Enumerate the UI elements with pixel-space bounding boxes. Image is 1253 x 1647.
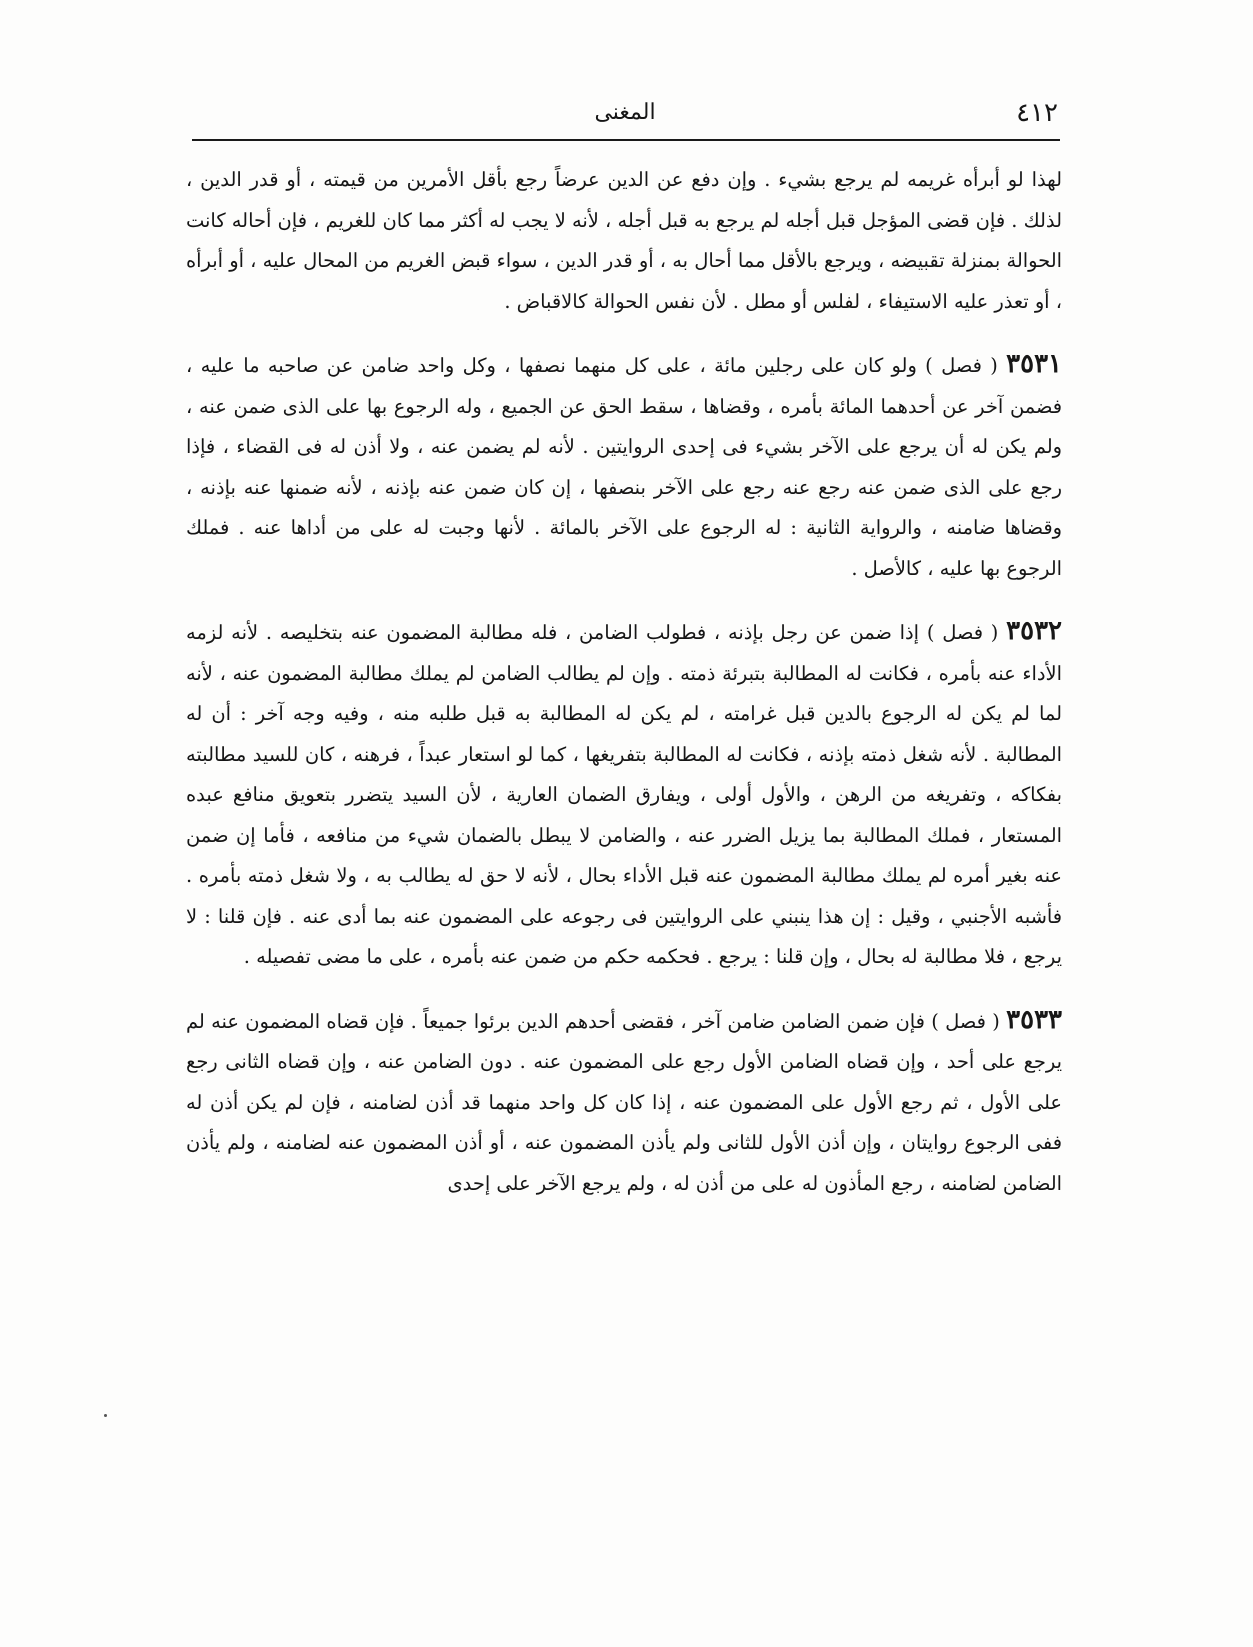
paragraph-section-3532 bbox=[186, 611, 1062, 978]
paragraph-text: لهذا لو أبرأه غريمه لم يرجع بشيء . وإن دفع عن الدين عرضاً رجع بأقل الأمرين من قيمته ، أو قدر الدين ، لذلك . فإن قضى المؤجل قبل أجله لم يرجع به قبل أجله ، لأنه لا يجب له أكثر مما كان للغريم ، فإن أحاله كانت الحوالة بمنزلة تقبيضه ، ويرجع بالأقل مما أحال به ، أو قدر الدين ، سواء قبض الغريم من المحال عليه ، أو أبرأه ، أو تعذر عليه الاستيفاء ، لفلس أو مطل . لأن نفس الحوالة كالاقباض . bbox=[186, 168, 1062, 313]
paragraph-text: ( فصل ) فإن ضمن الضامن ضامن آخر ، فقضى أحدهم الدين برئوا جميعاً . فإن قضاه المضمون عنه لم يرجع على أحد ، وإن قضاه الضامن الأول رجع على المضمون عنه . دون الضامن عنه ، وإن قضاه الثانى رجع على الأول ، ثم رجع الأول على المضمون عنه ، إذا كان كل واحد منهما قد أذن لضامنه ، فإن لم يكن أذن له ففى الرجوع روايتان ، وإن أذن الأول للثانى ولم يأذن المضمون عنه ، أو أذن المضمون عنه لضامنه ، ولم يأذن الضامن لضامنه ، رجع المأذون له على من أذن له ، ولم يرجع الآخر على إحدى bbox=[186, 1009, 1062, 1195]
header-rule bbox=[192, 139, 1060, 141]
section-number: ٣٥٣٢ bbox=[1006, 616, 1062, 646]
scan-speck bbox=[104, 1414, 107, 1417]
paragraph-section-3531 bbox=[186, 344, 1062, 589]
paragraph-continuation bbox=[186, 160, 1062, 322]
paragraph-section-3533 bbox=[186, 1000, 1062, 1205]
paragraph-text: ( فصل ) ولو كان على رجلين مائة ، على كل منهما نصفها ، وكل واحد ضامن عن صاحبه ما عليه ، فضمن آخر عن أحدهما المائة بأمره ، وقضاها ، سقط الحق عن الجميع ، وله الرجوع بها على الذى ضمن عنه ، ولم يكن له أن يرجع على الآخر بشيء فى إحدى الروايتين . لأنه لم يضمن عنه ، ولا أذن له فى القضاء ، فإذا رجع على الذى ضمن عنه رجع عنه رجع على الآخر بنصفها ، إن كان ضمن عنه بإذنه ، لأنه ضمنها عنه بإذنه ، وقضاها ضامنه ، والرواية الثانية : له الرجوع على الآخر بالمائة . لأنها وجبت له على من أداها عنه . فملك الرجوع بها عليه ، كالأصل . bbox=[186, 354, 1062, 580]
page-header bbox=[192, 96, 1058, 136]
section-number: ٣٥٣١ bbox=[1006, 349, 1062, 379]
section-number: ٣٥٣٣ bbox=[1006, 1004, 1062, 1035]
body-text bbox=[186, 160, 1062, 1204]
running-title: المغنى bbox=[594, 100, 656, 125]
paragraph-text: ( فصل ) إذا ضمن عن رجل بإذنه ، فطولب الضامن ، فله مطالبة المضمون عنه بتخليصه . لأنه لزمه الأداء عنه بأمره ، فكانت له المطالبة بتبرئة ذمته . وإن لم يطالب الضامن لم يملك مطالبة المضمون عنه ، لأنه لما لم يكن له الرجوع بالدين قبل غرامته ، لم يكن له المطالبة به قبل طلبه منه ، وفيه وجه آخر : أن له المطالبة . لأنه شغل ذمته بإذنه ، فكانت له المطالبة بتفريغها ، كما لو استعار عبداً ، فرهنه ، كان للسيد مطالبته بفكاكه ، وتفريغه من الرهن ، والأول أولى ، ويفارق الضمان العارية ، لأن السيد يتضرر بتعويق منافع عبده المستعار ، فملك المطالبة بما يزيل الضرر عنه ، والضامن لا يبطل بالضمان شيء من منافعه ، فأما إن ضمن عنه بغير أمره لم يملك مطالبة المضمون عنه قبل الأداء بحال ، لأنه لا حق له يطالب به ، ولا شغل ذمته بأمره . فأشبه الأجنبي ، وقيل : إن هذا ينبني على الروايتين فى رجوعه على المضمون عنه بما أدى عنه . فإن قلنا : لا يرجع ، فلا مطالبة له بحال ، وإن قلنا : يرجع . فحكمه حكم من ضمن عنه بأمره ، على ما مضى تفصيله . bbox=[186, 621, 1062, 968]
page-number: ٤١٢ bbox=[1016, 98, 1058, 128]
